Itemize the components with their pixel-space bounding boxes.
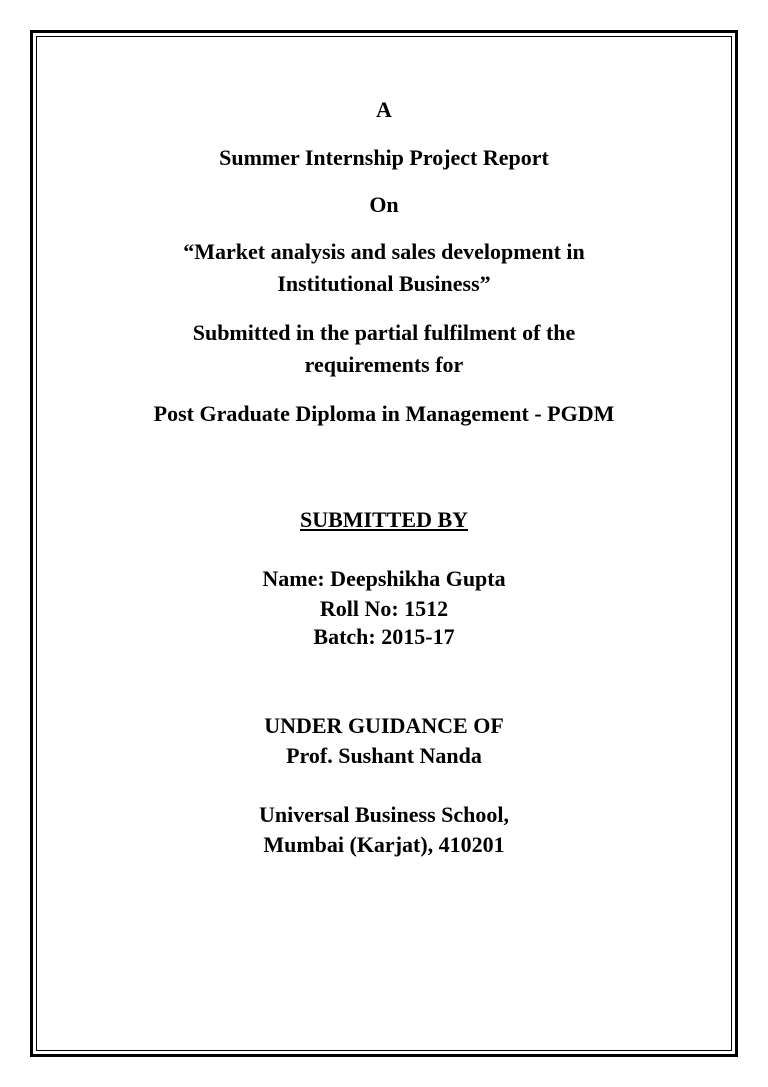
submitted-by-heading: SUBMITTED BY: [299, 507, 469, 532]
submitted-line-1: Submitted in the partial fulfilment of the: [192, 320, 576, 345]
submitted-line-2: requirements for: [304, 352, 464, 377]
guidance-heading: UNDER GUIDANCE OF: [264, 713, 504, 738]
batch: Batch: 2015-17: [313, 624, 455, 649]
roll-number: Roll No: 1512: [319, 596, 449, 621]
guide-name: Prof. Sushant Nanda: [286, 743, 482, 768]
report-type: Summer Internship Project Report: [219, 145, 549, 170]
title-on: On: [369, 192, 399, 217]
institution-line-2: Mumbai (Karjat), 410201: [263, 832, 505, 857]
project-title-line-2: Institutional Business”: [277, 271, 491, 296]
title-a: A: [376, 97, 392, 122]
project-title-line-1: “Market analysis and sales development in: [183, 239, 585, 264]
institution-line-1: Universal Business School,: [259, 802, 509, 827]
program-name: Post Graduate Diploma in Management - PGDM: [153, 401, 615, 426]
student-name: Name: Deepshikha Gupta: [262, 566, 506, 591]
page-border-inner: [36, 36, 732, 1051]
